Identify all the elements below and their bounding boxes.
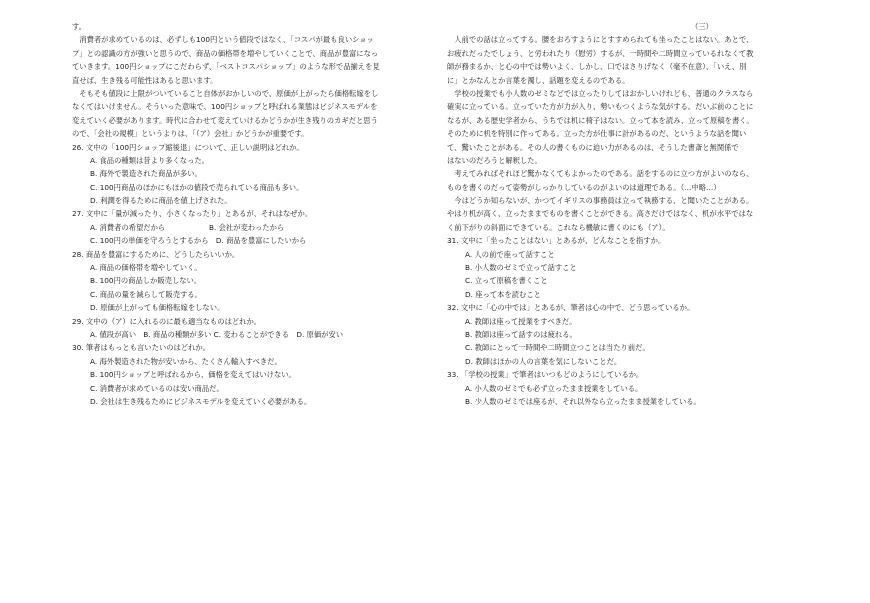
option-26-c: C. 100円商品のほかにもほかの値段で売られている商品も多い。 [90, 182, 304, 192]
option-29-all: A. 値段が高い B. 商品の種類が多い C. 変わることができる D. 原価が安い [90, 329, 344, 339]
option-30-c: C. 消費者が求めているのは安い商品だ。 [90, 383, 224, 393]
option-30-b: B. 100円ショップと呼ばれるから、価格を変えてはいけない。 [90, 370, 296, 380]
passage-line: く前下がりの斜面にできている。これなら機敏に書くのにも（ア）。 [447, 222, 670, 232]
question-30: 30. 筆者はもっとも言いたいのはどれか。 [72, 343, 210, 353]
passage-line: そのために机を特別に作ってある。立った方が仕事に計があるのだ、というような話を聞い [447, 129, 747, 139]
passage-line: 考えてみればそれほど驚かなくてもよかったのである。話をするのに立つ方がよいのなら、 [447, 169, 754, 179]
passage-line: やはり机が高く、立ったままでものを書くことができる。高さだけではなく、机が水平ではな [447, 209, 754, 219]
question-28: 28. 商品を豊富にするために、どうしたらいいか。 [72, 249, 240, 259]
passage-line: なるが、ある歴史学者から、うちでは机に椅子はない。立って本を読み、立って原稿を書く。 [447, 115, 754, 125]
passage-line: 消費者が求めているのは、必ずしも100円という値段ではなく、「コスパが最も良いショッ [72, 35, 374, 45]
option-30-d: D. 会社は生き残るためにビジネスモデルを変えていく必要がある。 [90, 396, 312, 406]
option-31-c: C. 立って原稿を書くこと [465, 276, 548, 286]
option-31-d: D. 座って本を読むこと [465, 289, 541, 299]
section-heading: （三） [691, 22, 713, 31]
passage-line: プ」との認識の方が強いと思うので、商品の価格帯を増やしていくことで、商品が豊富になっ [72, 48, 379, 58]
option-33-b: B. 少人数のゼミでは座るが、それ以外なら立ったまま授業をしている。 [465, 396, 701, 406]
passage-line: はないのだろうと解釈した。 [447, 155, 542, 165]
passage-line: て、驚いたことがある。その人の書くものに迫い力があるのは、そうした書斎と無関係で [447, 142, 739, 152]
question-29: 29. 文中の（ア）に入れるのに最も適当なものはどれか。 [72, 316, 262, 326]
passage-line: なくてはいけません。そういった意味で、100円ショップと呼ばれる業態はビジネスモデルを [72, 102, 378, 112]
option-27-ab: A. 消費者の希望だから B. 会社が変わったから [90, 222, 285, 232]
option-28-c: C. 商品の量を減らして販売する。 [90, 289, 202, 299]
passage-line: 変えていく必要があります。時代に合わせて変えていけるかどうかが生き残りのカギだと思う [72, 115, 378, 125]
passage-line: す。 [72, 22, 87, 31]
passage-line: そもそも値段に上限がついていること自体がおかしいので、原価が上がったら価格転嫁をし [72, 88, 379, 98]
option-27-cd: C. 100円の単価を守ろうとするから D. 商品を豊富にしたいから [90, 236, 307, 246]
option-26-b: B. 海外で製造された商品が多い。 [90, 169, 202, 179]
passage-line: 学校の授業でも小人数のゼミなどでは立ったりしてはおかしいけれども、普通のクラスなら [447, 88, 754, 98]
passage-line: 人前での話は立ってする。腰をおろすようにとすすめられても坐ったことはない。あとで、 [447, 35, 754, 45]
passage-line: 今はどうか知らないが、かつてイギリスの事務員は立って執務する、と聞いたことがある。 [447, 196, 754, 206]
option-32-a: A. 教師は座って授業をすべきだ。 [465, 316, 577, 326]
question-31: 31. 文中に「坐ったことはない」とあるが、どんなことを指すか。 [447, 236, 666, 246]
option-33-a: A. 小人数のゼミでも必ず立ったまま授業をしている。 [465, 383, 643, 393]
passage-line: 確実に立っている。立っていた方が力が入り、勢いもつくような気がする。だいぶ前のことに [447, 102, 754, 112]
question-32: 32. 文中に「心の中では」とあるが、筆者は心の中で、どう思っているか。 [447, 303, 695, 313]
option-32-c: C. 教師にとって一時間や二時間立つことは当たり前だ。 [465, 343, 650, 353]
option-31-b: B. 小人数のゼミで立って話すこと [465, 263, 577, 273]
passage-line: ので、「会社の規模」というよりは、「（ア）会社」かどうかが重要です。 [72, 129, 309, 139]
option-32-d: D. 教師はほかの人の言葉を気にしないことだ。 [465, 356, 622, 366]
question-26: 26. 文中の「100円ショップ縮後退」について、正しい説明はどれか。 [72, 142, 304, 152]
option-28-d: D. 原価が上がっても価格転嫁をしない。 [90, 303, 225, 313]
right-column [447, 20, 807, 408]
option-28-a: A. 商品の価格帯を増やしていく。 [90, 263, 202, 273]
passage-line: に」とかなんとか言葉を濁し、話題を変えるのである。 [447, 75, 630, 85]
option-26-a: A. 食品の種類は昔より多くなった。 [90, 155, 209, 165]
passage-line: ものを書くのだって姿勢がしっかりしているのがよいのは道理である。（…中略…） [447, 182, 721, 192]
passage-line: 直せば、生き残る可能性はあると思います。 [72, 75, 218, 85]
passage-line: 師が務まるか、と心の中では勢いよく、しかし、口ではさりげなく（毫不在意）、「いえ、別 [447, 62, 747, 72]
passage-line: お疲れだったでしょう、と労われたり（慰労）するが、一時間や二時間立っているれなくて教 [447, 48, 754, 58]
option-28-b: B. 100円の商品しか販売しない。 [90, 276, 202, 286]
question-27: 27. 文中に「量が減ったり、小さくなったり」とあるが、それはなぜか。 [72, 209, 313, 219]
option-26-d: D. 利潤を得るために商品を値上げされた。 [90, 196, 232, 206]
left-column [72, 20, 432, 408]
option-30-a: A. 海外製造された物が安いから、たくさん輸入すべきだ。 [90, 356, 282, 366]
question-33: 33. 「学校の授業」で筆者はいつもどのようにしているか。 [447, 370, 644, 380]
option-31-a: A. 人の前で座って話すこと [465, 249, 555, 259]
option-32-b: B. 教師は座って話すのは疲れる。 [465, 329, 577, 339]
passage-line: ていきます。100円ショップにこだわらず、「ベストコスパショップ」のような形で品揃えを見 [72, 62, 380, 72]
